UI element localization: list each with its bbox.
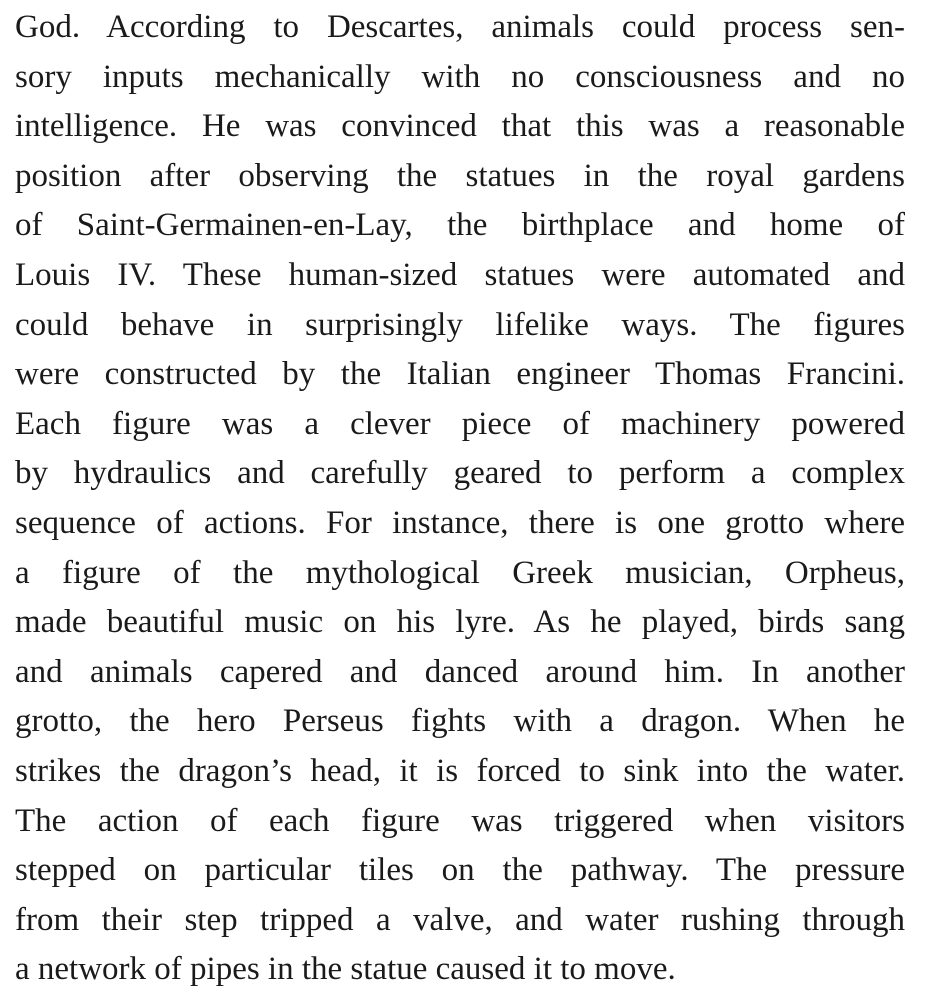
text-line: by hydraulics and carefully geared to perform a complex (15, 455, 905, 492)
text-line: Louis IV. These human-sized statues were automated and (15, 256, 905, 293)
text-line: could behave in surprisingly lifelike ways. The figures (15, 306, 905, 343)
text-line: sequence of actions. For instance, there is one grotto where (15, 504, 905, 541)
text-line: intelligence. He was convinced that this was a reasonable (15, 108, 905, 145)
text-line: grotto, the hero Perseus fights with a dragon. When he (15, 703, 905, 740)
text-line: The action of each figure was triggered when visitors (15, 802, 905, 839)
text-line: a figure of the mythological Greek musician, Orpheus, (15, 554, 905, 591)
text-line: sory inputs mechanically with no consciousness and no (15, 58, 905, 95)
text-line: were constructed by the Italian engineer Thomas Francini. (15, 356, 905, 393)
text-line: God. According to Descartes, animals could process sen- (15, 9, 905, 45)
text-line: Each figure was a clever piece of machinery powered (15, 405, 905, 442)
document-page (15, 3, 905, 995)
body-paragraph (15, 3, 905, 995)
text-line: strikes the dragon’s head, it is forced to sink into the water. (15, 752, 905, 789)
text-line: from their step tripped a valve, and water rushing through (15, 901, 905, 938)
text-line: made beautiful music on his lyre. As he played, birds sang (15, 604, 905, 641)
text-line: position after observing the statues in the royal gardens (15, 157, 905, 194)
text-line: of Saint-Germainen-en-Lay, the birthplace and home of (15, 207, 905, 244)
text-line: stepped on particular tiles on the pathway. The pressure (15, 852, 905, 889)
text-line: a network of pipes in the statue caused it to move. (15, 951, 676, 988)
text-line: and animals capered and danced around him. In another (15, 653, 905, 690)
